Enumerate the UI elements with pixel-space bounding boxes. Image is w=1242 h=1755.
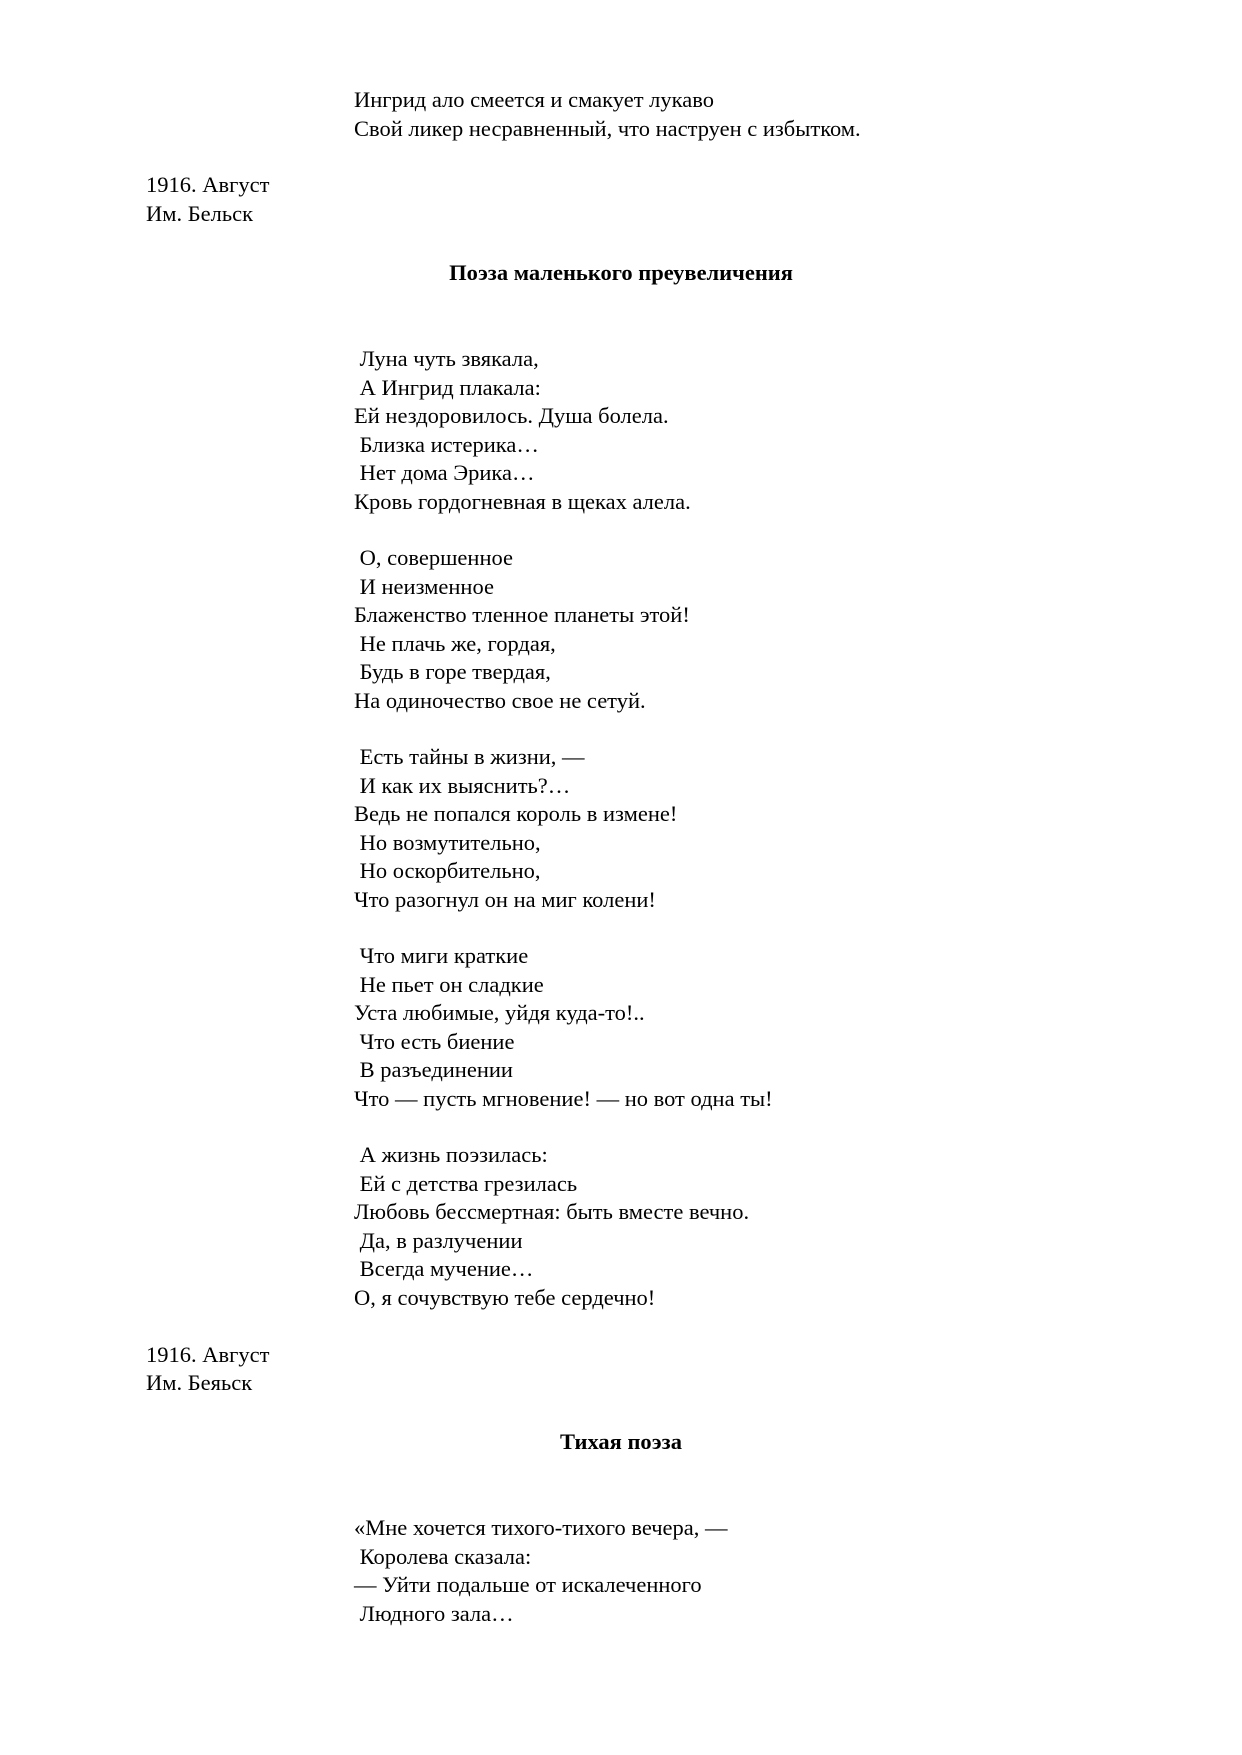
verse-line: «Мне хочется тихого-тихого вечера, — <box>354 1515 728 1540</box>
verse-line: О, я сочувствую тебе сердечно! <box>354 1285 656 1310</box>
poem-date: 1916. Август <box>146 172 270 197</box>
verse-line: Кровь гордогневная в щеках алела. <box>354 489 691 514</box>
verse-line: Свой ликер несравненный, что наструен с избытком. <box>354 116 861 141</box>
verse-line: Ингрид ало смеется и смакует лукаво <box>354 87 714 112</box>
verse-line: Блаженство тленное планеты этой! <box>354 602 690 627</box>
verse-line: Что — пусть мгновение! — но вот одна ты! <box>354 1086 773 1111</box>
poem-place: Им. Беяьск <box>146 1370 253 1395</box>
verse-line: Людного зала… <box>354 1601 514 1626</box>
verse-line: В разъединении <box>354 1057 513 1082</box>
verse-line: Любовь бессмертная: быть вместе вечно. <box>354 1199 750 1224</box>
verse-line: Нет дома Эрика… <box>354 460 535 485</box>
verse-line: Не плачь же, гордая, <box>354 631 556 656</box>
verse-line: Всегда мучение… <box>354 1256 534 1281</box>
verse-line: Не пьет он сладкие <box>354 972 544 997</box>
verse-line: Ей с детства грезилась <box>354 1171 578 1196</box>
verse-line: Есть тайны в жизни, — <box>354 744 585 769</box>
verse-line: О, совершенное <box>354 545 513 570</box>
poem-date: 1916. Август <box>146 1342 270 1367</box>
verse-line: На одиночество свое не сетуй. <box>354 688 646 713</box>
verse-line: Что разогнул он на миг колени! <box>354 887 656 912</box>
verse-line: А Ингрид плакала: <box>354 375 541 400</box>
verse-line: Да, в разлучении <box>354 1228 523 1253</box>
verse-line: Уста любимые, уйдя куда-то!.. <box>354 1000 645 1025</box>
verse-line: Но оскорбительно, <box>354 858 541 883</box>
verse-line: И неизменное <box>354 574 494 599</box>
poem-title: Тихая поэза <box>560 1429 682 1454</box>
verse-line: Что есть биение <box>354 1029 515 1054</box>
verse-line: Но возмутительно, <box>354 830 541 855</box>
poem-place: Им. Бельск <box>146 201 254 226</box>
verse-line: Близка истерика… <box>354 432 539 457</box>
verse-line: Что миги краткие <box>354 943 529 968</box>
verse-line: Луна чуть звякала, <box>354 346 539 371</box>
verse-line: Ведь не попался король в измене! <box>354 801 678 826</box>
verse-line: Королева сказала: <box>354 1544 532 1569</box>
verse-line: А жизнь поэзилась: <box>354 1142 548 1167</box>
verse-line: Будь в горе твердая, <box>354 659 551 684</box>
verse-line: И как их выяснить?… <box>354 773 571 798</box>
verse-line: Ей нездоровилось. Душа болела. <box>354 403 669 428</box>
verse-line: — Уйти подальше от искалеченного <box>354 1572 702 1597</box>
poem-title: Поэза маленького преувеличения <box>449 260 793 285</box>
